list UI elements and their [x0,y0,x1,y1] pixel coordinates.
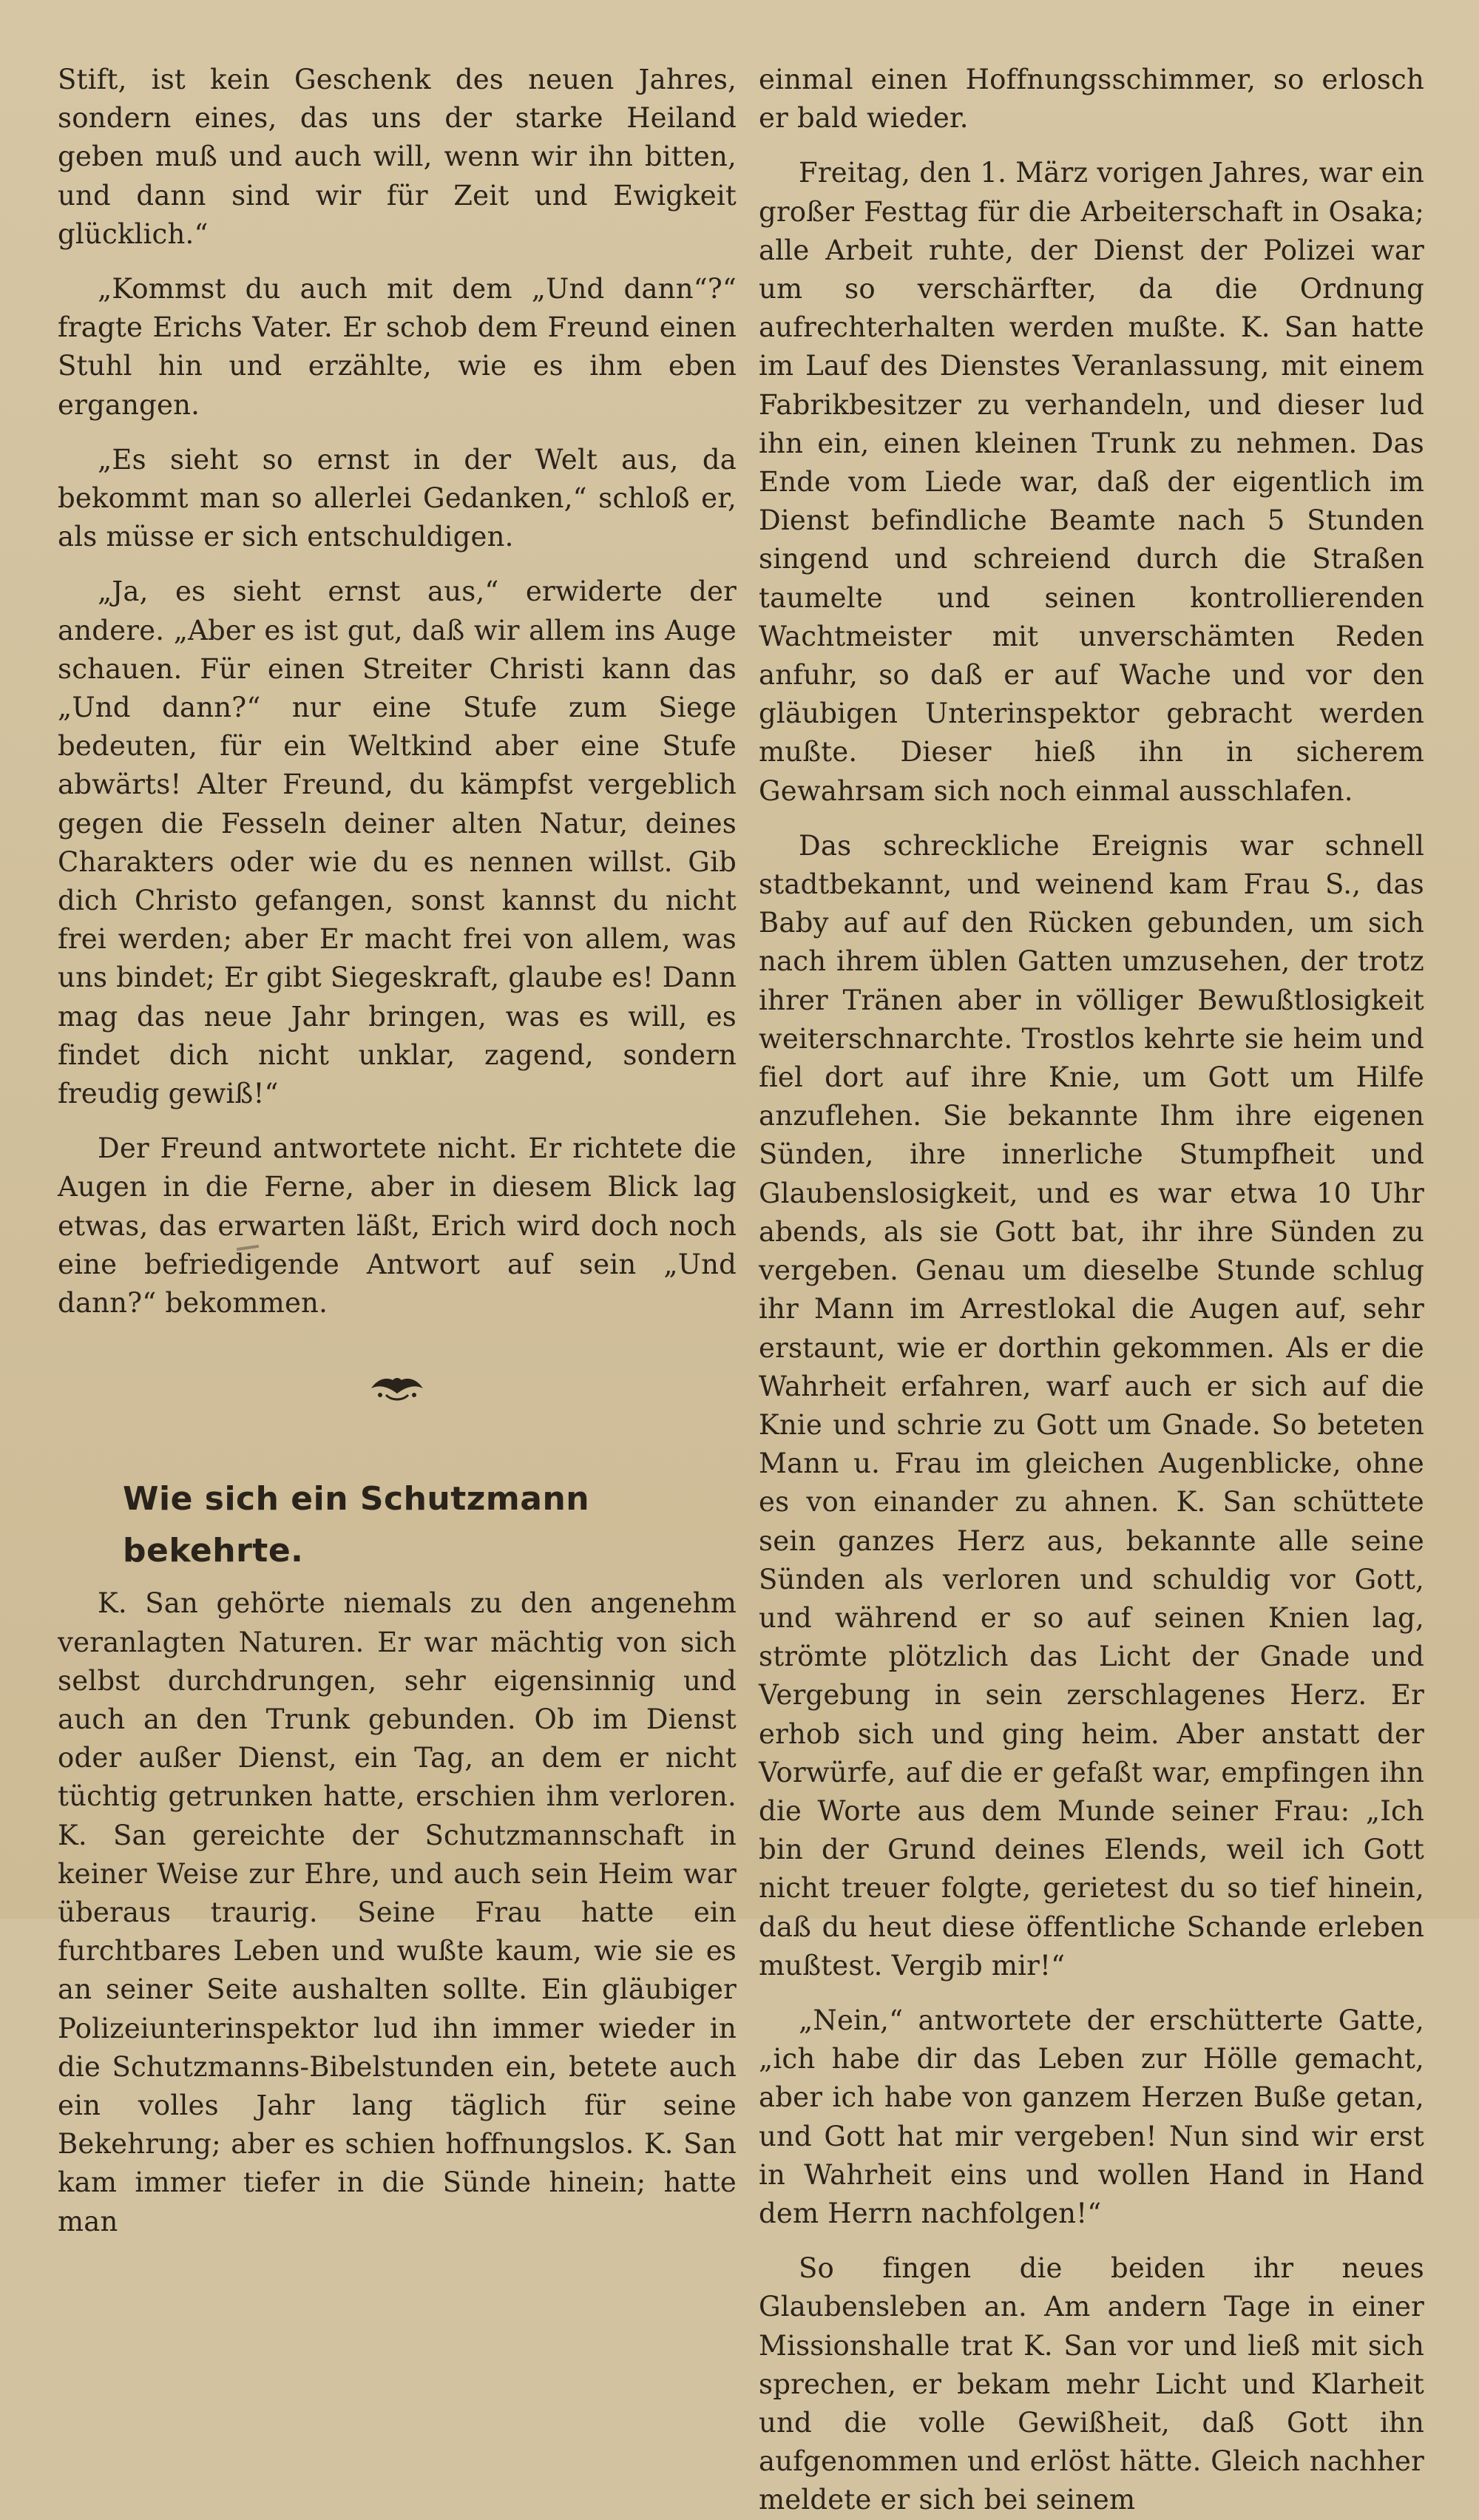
paragraph: Der Freund antwortete nicht. Er richtete die Augen in die Ferne, aber in diesem Blick lag etwas, das erwarten läßt, Erich wird doch noch eine befriedigende Antwort auf sein „Und dann?“ bekommen. [58,1132,737,1320]
right-column [759,61,1424,2520]
paragraph: „Nein,“ antwortete der erschütterte Gatte, „ich habe dir das Leben zur Hölle gemacht, aber ich habe von ganzem Herzen Buße getan, und Gott hat mir vergeben! Nun sind wir erst in Wahrheit eins und wollen Hand in Hand dem Herrn nachfolgen!“ [759,2004,1424,2229]
paragraph: „Kommst du auch mit dem „Und dann“?“ fragte Erichs Vater. Er schob dem Freund einen Stuhl hin und erzählte, wie es ihm eben ergangen. [58,273,737,421]
paragraph: „Ja, es sieht ernst aus,“ erwiderte der andere. „Aber es ist gut, daß wir allem ins Auge schauen. Für einen Streiter Christi kann das „Und dann?“ nur eine Stufe zum Siege bedeuten, für ein Weltkind aber eine Stufe abwärts! Alter Freund, du kämpfst vergeblich gegen die Fesseln deiner alten Natur, deines Charakters oder wie du es nennen willst. Gib dich Christo gefangen, sonst kannst du nicht frei werden; aber Er macht frei von allem, was uns bindet; Er gibt Siegeskraft, glaube es! Dann mag das neue Jahr bringen, was es will, es findet dich nicht unklar, zagend, sondern freudig gewiß!“ [58,575,737,1110]
paragraph: Das schreckliche Ereignis war schnell stadtbekannt, und weinend kam Frau S., das Baby auf auf den Rücken gebunden, um sich nach ihrem üblen Gatten umzusehen, der trotz ihrer Tränen aber in völliger Bewußtlosigkeit weiterschnarchte. Trostlos kehrte sie heim und fiel dort auf ihre Knie, um Gott um Hilfe anzuflehen. Sie bekannte Ihm ihre eigenen Sünden, ihre innerliche Stumpfheit und Glaubenslosigkeit, und es war etwa 10 Uhr abends, als sie Gott bat, ihr ihre Sünden zu vergeben. Genau um dieselbe Stunde schlug ihr Mann im Arrestlokal die Augen auf, sehr erstaunt, wie er dorthin gekommen. Als er die Wahrheit erfahren, warf auch er sich auf die Knie und schrie zu Gott um Gnade. So beteten Mann u. Frau im gleichen Augenblicke, ohne es von einander zu ahnen. K. San schüttete sein ganzes Herz aus, bekannte alle seine Sünden als verloren und schuldig vor Gott, und während er so auf seinen Knien lag, strömte plötzlich das Licht der Gnade und Vergebung in sein zerschlagenes Herz. Er erhob sich und ging heim. Aber anstatt der Vorwürfe, auf die er gefaßt war, empfingen ihn die Worte aus dem Munde seiner Frau: „Ich bin der Grund deines Elends, weil ich Gott nicht treuer folgte, gerietest du so tief hinein, daß du heut diese öffentliche Schande erleben mußtest. Vergib mir!“ [759,829,1424,1982]
left-column [58,61,737,2241]
paragraph: So fingen die beiden ihr neues Glaubensleben an. Am andern Tage in einer Missionshalle trat K. San vor und ließ mit sich sprechen, er bekam mehr Licht und Klarheit und die volle Gewißheit, daß Gott ihn aufgenommen und erlöst hätte. Gleich nachher meldete er sich bei seinem [759,2252,1424,2516]
floral-vignette-icon [58,1362,737,1451]
paragraph: Stift, ist kein Geschenk des neuen Jahres, sondern eines, das uns der starke Heiland geben muß und auch will, wenn wir ihn bitten, und dann sind wir für Zeit und Ewigkeit glücklich.“ [58,64,737,250]
paragraph: K. San gehörte niemals zu den angenehm veranlagten Naturen. Er war mächtig von sich selbst durchdrungen, sehr eigensinnig und auch an den Trunk gebunden. Ob im Dienst oder außer Dienst, ein Tag, an dem er nicht tüchtig getrunken hatte, erschien ihm verloren. K. San gereichte der Schutzmannschaft in keiner Weise zur Ehre, und auch sein Heim war überaus traurig. Seine Frau hatte ein furchtbares Leben und wußte kaum, wie sie es an seiner Seite aushalten sollte. Ein gläubiger Polizeiunterinspektor lud ihn immer wieder in die Schutzmanns-Bibelstunden ein, betete auch ein volles Jahr lang täglich für seine Bekehrung; aber es schien hoffnungslos. K. San kam immer tiefer in die Sünde hinein; hatte man [58,1587,737,2237]
article-title: Wie sich ein Schutzmann bekehrte. [123,1480,590,1570]
paragraph: einmal einen Hoffnungsschimmer, so erlosch er bald wieder. [759,64,1424,135]
paragraph: „Es sieht so ernst in der Welt aus, da bekommt man so allerlei Gedanken,“ schloß er, als müsse er sich entschuldigen. [58,443,737,553]
paragraph: Freitag, den 1. März vorigen Jahres, war ein großer Festtag für die Arbeiterschaft in Osaka; alle Arbeit ruhte, der Dienst der Polizei war um so verschärfter, da die Ordnung aufrechterhalten werden mußte. K. San hatte im Lauf des Dienstes Veranlassung, mit einem Fabrikbesitzer zu verhandeln, und dieser lud ihn ein, einen kleinen Trunk zu nehmen. Das Ende vom Liede war, daß der eigentlich im Dienst befindliche Beamte nach 5 Stunden singend und schreiend durch die Straßen taumelte und seinen kontrollierenden Wachtmeister mit unverschämten Reden anfuhr, so daß er auf Wache und vor den gläubigen Unterinspektor gebracht werden mußte. Dieser hieß ihn in sicherem Gewahrsam sich noch einmal ausschlafen. [759,157,1424,807]
